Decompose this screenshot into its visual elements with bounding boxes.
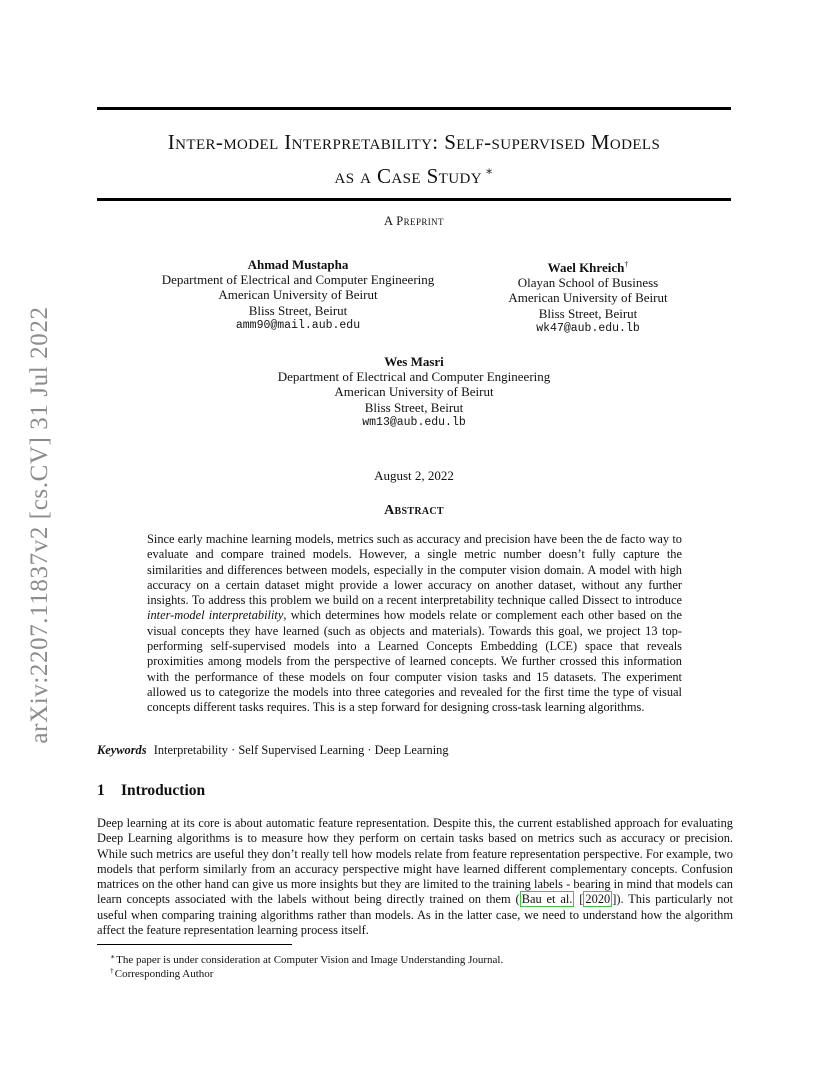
intro-text-part-1: Deep learning at its core is about automatic feature representation. Despite this, the current established approach for evaluating Deep Learning algorithms is to measure how they perform on certain tasks based on metrics such as accuracy or precision. While such metrics are useful they don’t really tell how models relate from feature representation perspective. For example, two models that perform similarly from an accuracy perspective might have learned different complementary concepts. Confusion matrices on the other hand can give us more insights but they are limited to the training labels - bearing in mind that models can learn concepts associated with the labels without being directly trained on them ( [97,816,733,907]
section-number: 1 [97,782,105,799]
citation-link-year[interactable]: 2020 [585,892,611,907]
section-title: Introduction [121,782,206,799]
author-block [150,257,446,333]
author-name-text: Wael Khreich [547,260,625,275]
author-email[interactable]: amm90@mail.aub.edu [235,318,361,332]
abstract-text-part-2: , which determines how models relate or complement each other based on the visual concepts they have learned (such as objects and materials). Towards this goal, we project 13 top-performing self-supervised models into a Learned Concepts Embedding (LCE) space that reveals proximities among models from the perspective of learned concepts. We further crossed this information with the performance of these models on four computer vision tasks and 15 datasets. The experiment allowed us to categorize the models into three categories and revealed for the first time the type of visual concepts different tasks requires. This is a step forward for designing cross-task learning algorithms. [147,608,682,715]
author-department: Department of Electrical and Computer Engineering [277,369,551,385]
footnote-text: Corresponding Author [114,968,214,980]
paper-date: August 2, 2022 [374,468,454,483]
author-institution: American University of Beirut [334,384,494,400]
citation-link-authors[interactable]: Bau et al. [521,892,573,907]
author-email[interactable]: wk47@aub.edu.lb [536,321,640,335]
keywords-list: Interpretability · Self Supervised Learning · Deep Learning [153,743,449,757]
keywords-label: Keywords [97,743,147,757]
paper-title [97,128,731,191]
author-street: Bliss Street, Beirut [538,305,638,321]
introduction-paragraph: Deep learning at its core is about automatic feature representation. Despite this, the current established approach for evaluating Deep Learning algorithms is to measure how they perform on certain tasks based on metrics such as accuracy or precision. While such metrics are useful they don’t really tell how models relate from feature representation perspective. For example, two models that perform similarly from an accuracy perspective might have learned different complementary concepts. Confusion matrices on the other hand can give us more insights but they are limited to the training labels - bearing in mind that models can learn concepts associated with the labels without being directly trained on them ( Bau et al. [ 2020 ]). This particularly not useful when comparing training algorithms rather than models. As in the latter case, we need to understand how the algorithm affect the feature representation learning process itself. [97,816,733,938]
author-name [490,257,686,275]
preprint-label: A Preprint [384,214,444,228]
author-institution: American University of Beirut [508,290,668,306]
abstract-heading: Abstract [384,503,444,518]
author-block [490,257,686,336]
abstract-emphasis: inter-model interpretability [147,608,284,623]
footnote-text: The paper is under consideration at Computer Vision and Image Understanding Journal. [116,954,504,966]
arxiv-stamp-text: arXiv:2207.11837v2 [cs.CV] 31 Jul 2022 [26,306,53,744]
footnote-rule [97,944,292,945]
arxiv-stamp [20,290,60,760]
author-block [254,354,574,430]
author-street: Bliss Street, Beirut [364,399,464,415]
author-department: Olayan School of Business [517,275,659,291]
section-heading [97,782,205,800]
author-name: Wes Masri [384,354,444,369]
corresponding-author-mark: † [624,260,629,269]
footnote-mark: † [110,966,114,975]
author-street: Bliss Street, Beirut [248,302,348,318]
title-top-rule [97,107,731,110]
title-bottom-rule [97,198,731,201]
author-institution: American University of Beirut [218,287,378,303]
author-department: Department of Electrical and Computer Engineering [161,272,435,288]
title-line-2: as a Case Study [334,164,482,188]
abstract-body [147,532,682,716]
footnote [110,964,730,981]
intro-text-part-2: ). This particularly not useful when comparing training algorithms rather than models. As in the latter case, we need to understand how the algorithm affect the feature representation learning process itself. [97,892,733,938]
author-name: Ahmad Mustapha [247,257,349,272]
keywords-line [97,743,731,758]
abstract-text-part-1: Since early machine learning models, metrics such as accuracy and precision have been the de facto way to evaluate and compare trained models. However, a single metric number doesn’t fully capture the similarities and differences between models, especially in the computer vision domain. A model with high accuracy on a certain dataset might provide a lower accuracy on another dataset, without any further insights. To address this problem we build on a recent interpretability technique called Dissect to introduce [147,532,682,608]
title-line-1: Inter-model Interpretability: Self-supervised Models [167,130,661,154]
footnote-mark: ∗ [110,952,116,961]
title-footnote-mark: ∗ [484,164,494,178]
author-email[interactable]: wm13@aub.edu.lb [362,415,466,429]
